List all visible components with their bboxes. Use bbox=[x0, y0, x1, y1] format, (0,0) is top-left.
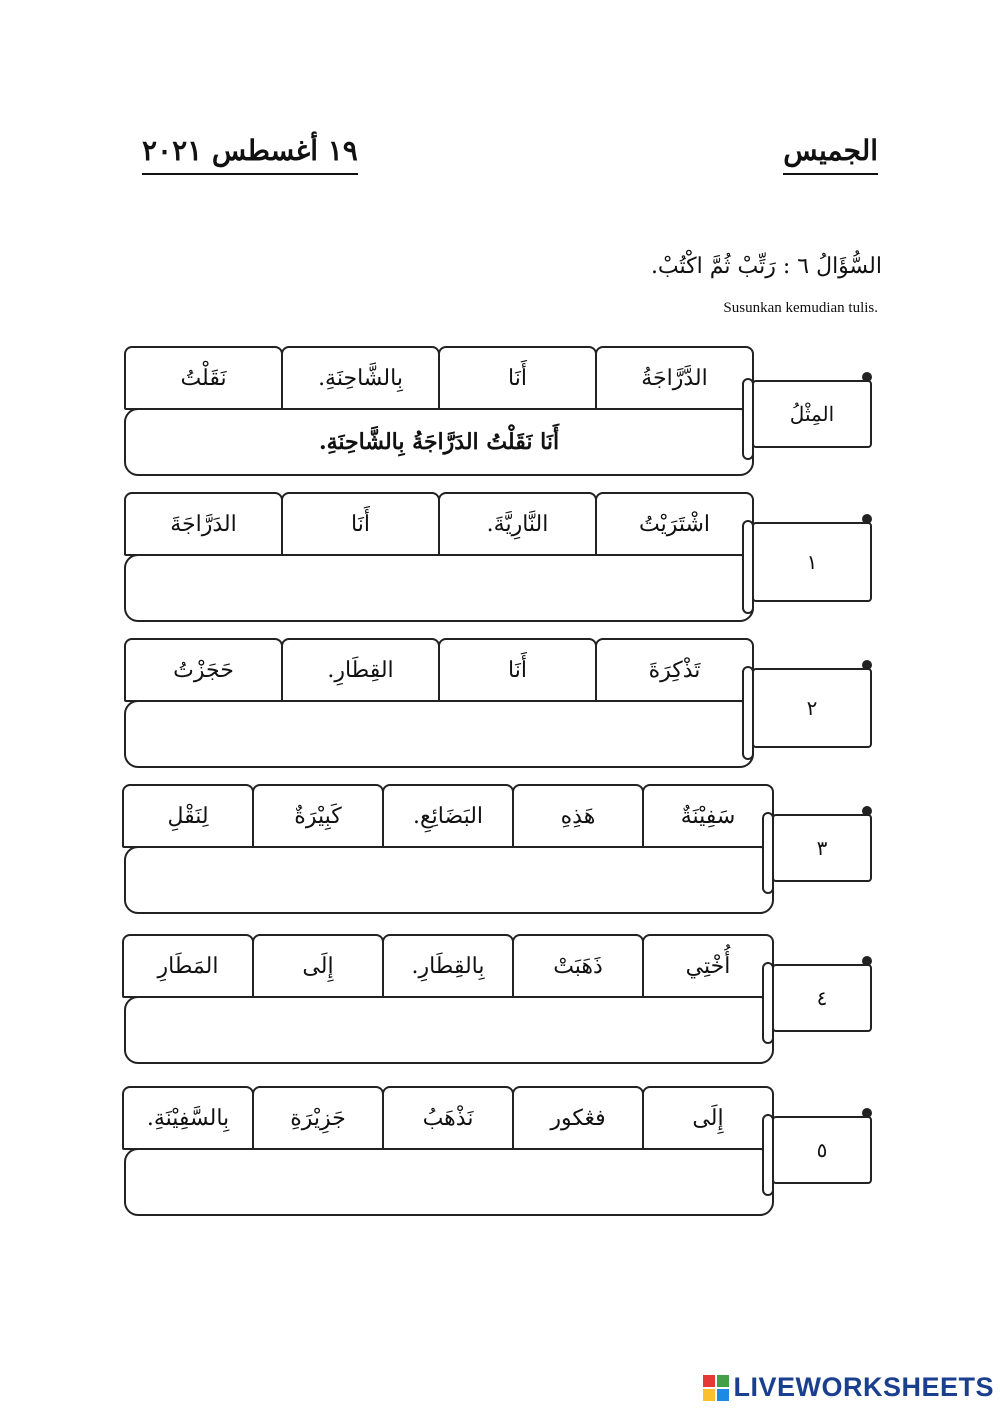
scroll-curl bbox=[762, 1114, 774, 1196]
word-card[interactable]: لِنَقْلِ bbox=[122, 784, 254, 848]
scroll-curl bbox=[742, 520, 754, 614]
exercise-label-scroll: ٣ bbox=[772, 814, 872, 882]
scroll-knob bbox=[862, 372, 872, 382]
liveworksheets-logo-icon bbox=[703, 1375, 729, 1401]
word-card[interactable]: القِطَارِ. bbox=[281, 638, 440, 702]
scroll-curl bbox=[762, 962, 774, 1044]
word-card[interactable]: بِالقِطَارِ. bbox=[382, 934, 514, 998]
word-card[interactable]: الدَرَّاجَةَ bbox=[124, 492, 283, 556]
answer-box[interactable] bbox=[124, 846, 774, 914]
scroll-knob bbox=[862, 1108, 872, 1118]
word-cards bbox=[124, 638, 754, 702]
scroll-knob bbox=[862, 660, 872, 670]
word-cards bbox=[124, 934, 774, 998]
question-instruction: Susunkan kemudian tulis. bbox=[723, 300, 878, 316]
header-date: ١٩ أغسطس ٢٠٢١ bbox=[142, 134, 358, 175]
word-card[interactable]: أَنَا bbox=[438, 638, 597, 702]
word-card[interactable]: حَجَزْتُ bbox=[124, 638, 283, 702]
scroll-knob bbox=[862, 514, 872, 524]
question-title: السُّؤَالُ ٦ : رَتِّبْ ثُمَّ اكْتُبْ. bbox=[650, 254, 882, 279]
exercise-label-scroll: ٢ bbox=[752, 668, 872, 748]
answer-box[interactable] bbox=[124, 996, 774, 1064]
word-card[interactable]: تَذْكِرَةَ bbox=[595, 638, 754, 702]
answer-box[interactable] bbox=[124, 700, 754, 768]
header-day: الجميس bbox=[783, 134, 878, 175]
answer-box[interactable] bbox=[124, 1148, 774, 1216]
scroll-knob bbox=[862, 956, 872, 966]
word-card[interactable]: البَضَائِعِ. bbox=[382, 784, 514, 848]
word-card[interactable]: أُخْتِي bbox=[642, 934, 774, 998]
word-cards bbox=[124, 346, 754, 410]
word-card[interactable]: فڠكور bbox=[512, 1086, 644, 1150]
brand-name: LIVEWORKSHEETS bbox=[733, 1372, 994, 1402]
exercise-label-scroll: ١ bbox=[752, 522, 872, 602]
exercise-label-scroll: ٥ bbox=[772, 1116, 872, 1184]
word-card[interactable]: جَزِيْرَةِ bbox=[252, 1086, 384, 1150]
liveworksheets-logo bbox=[703, 1372, 994, 1403]
exercise-label-scroll: ٤ bbox=[772, 964, 872, 1032]
word-card[interactable]: بِالسَّفِيْنَةِ. bbox=[122, 1086, 254, 1150]
answer-box[interactable] bbox=[124, 554, 754, 622]
word-card[interactable]: أَنَا bbox=[281, 492, 440, 556]
word-card[interactable]: نَقَلْتُ bbox=[124, 346, 283, 410]
word-card[interactable]: سَفِيْنَةٌ bbox=[642, 784, 774, 848]
word-card[interactable]: بِالشَّاحِنَةِ. bbox=[281, 346, 440, 410]
word-card[interactable]: نَذْهَبُ bbox=[382, 1086, 514, 1150]
word-card[interactable]: إِلَى bbox=[252, 934, 384, 998]
scroll-knob bbox=[862, 806, 872, 816]
word-cards bbox=[124, 492, 754, 556]
word-card[interactable]: اشْتَرَيْتُ bbox=[595, 492, 754, 556]
scroll-curl bbox=[742, 666, 754, 760]
word-card[interactable]: كَبِيْرَةٌ bbox=[252, 784, 384, 848]
word-card[interactable]: المَطَارِ bbox=[122, 934, 254, 998]
scroll-curl bbox=[762, 812, 774, 894]
word-card[interactable]: إِلَى bbox=[642, 1086, 774, 1150]
word-cards bbox=[124, 784, 774, 848]
word-card[interactable]: أَنَا bbox=[438, 346, 597, 410]
word-card[interactable]: ذَهَبَتْ bbox=[512, 934, 644, 998]
word-card[interactable]: هَذِهِ bbox=[512, 784, 644, 848]
word-card[interactable]: النَّارِيَّةَ. bbox=[438, 492, 597, 556]
scroll-curl bbox=[742, 378, 754, 460]
exercise-label-scroll: المِثْلُ bbox=[752, 380, 872, 448]
answer-box[interactable]: أَنَا نَقَلْتُ الدَرَّاجَةُ بِالشَّاحِنَةِ. bbox=[124, 408, 754, 476]
word-card[interactable]: الدَّرَّاجَةُ bbox=[595, 346, 754, 410]
word-cards bbox=[124, 1086, 774, 1150]
